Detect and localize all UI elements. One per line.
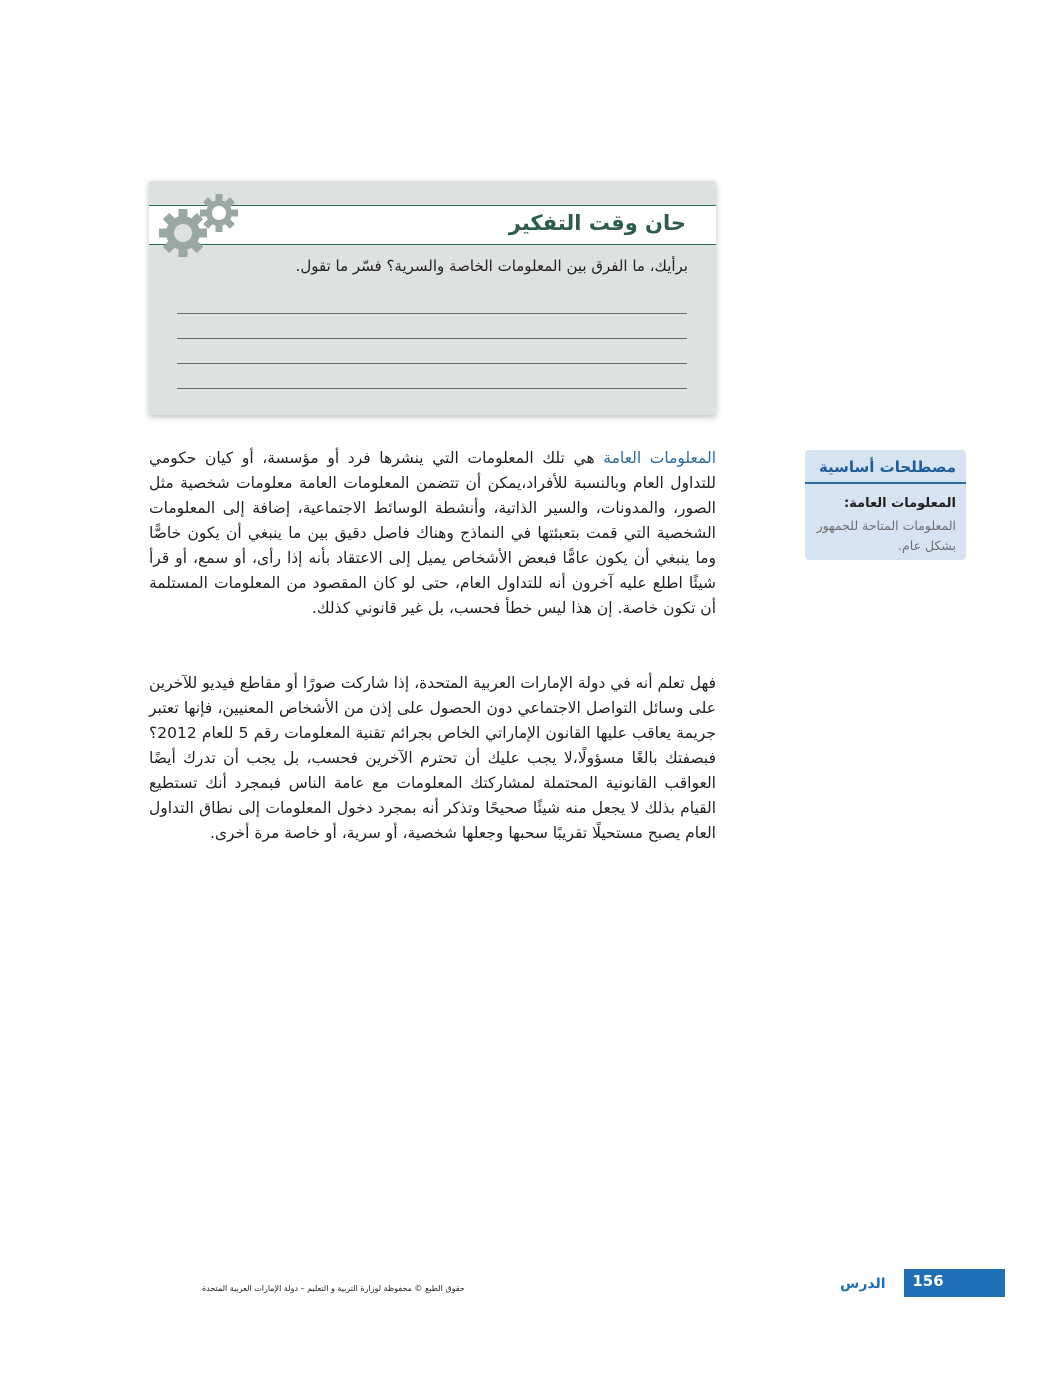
- paragraph-text: هي تلك المعلومات التي ينشرها فرد أو مؤسسة، أو كيان حكومي للتداول العام وبالنسبة للأفراد،يمكن أن تتضمن المعلومات العامة معلومات شخصية مثل الصور، والمدونات، والسير الذاتية، وأنشطة الوسائط الاجتماعية، إضافة إلى المعلومات الشخصية التي قمت بتعبئتها في النماذج وهناك فاصل دقيق بين ما ينبغي أن يكون خاصًّا وما ينبغي أن يكون عامًّا فبعض الأشخاص يميل إلى الاعتقاد بأنه إذا رأى، أو سمع، أو قرأ شيئًا اطلع عليه آخرون أنه للتداول العام، حتى لو كان المقصود من المعلومات المستلمة أن تكون خاصة. إن هذا ليس خطأ فحسب، بل غير قانوني كذلك.: [149, 449, 716, 617]
- key-terms-divider: [805, 482, 966, 484]
- thinking-time-title: حان وقت التفكير: [508, 211, 686, 235]
- paragraph-public-info: [149, 446, 716, 621]
- paragraph-uae-law: فهل تعلم أنه في دولة الإمارات العربية المتحدة، إذا شاركت صورًا أو مقاطع فيديو للآخرين على وسائل التواصل الاجتماعي دون الحصول على إذن من الأشخاص المعنيين، فإنها تعتبر جريمة يعاقب عليها القانون الإماراتي الخاص بجرائم تقنية المعلومات رقم 5 للعام 2012؟ فبصفتك بالغًا مسؤولًا،لا يجب عليك أن تحترم الآخرين فحسب، بل يجب أن تدرك أيضًا العواقب القانونية المحتملة لمشاركتك المعلومات مع عامة الناس فبمجرد أنك تستطيع القيام بذلك لا يجعل منه شيئًا صحيحًا وتذكر أنه بمجرد دخول المعلومات إلى نطاق التداول العام يصبح مستحيلًا تقريبًا سحبها وجعلها شخصية، أو سرية، أو خاصة مرة أخرى.: [149, 674, 716, 842]
- copyright-notice: حقوق الطبع © محفوظة لوزارة التربية و التعليم – دولة الإمارات العربية المتحدة: [202, 1284, 465, 1293]
- page-number: 156: [912, 1272, 944, 1290]
- answer-line: [177, 388, 687, 389]
- key-term: المعلومات العامة:: [843, 496, 956, 511]
- key-terms-sidebar: [805, 450, 966, 560]
- answer-line: [177, 338, 687, 339]
- key-term-definition: المعلومات المتاحة للجمهور بشكل عام.: [816, 518, 956, 553]
- key-terms-title: مصطلحات أساسية: [818, 458, 956, 476]
- lesson-label: الدرس: [840, 1276, 886, 1292]
- term-highlight: المعلومات العامة: [603, 449, 716, 467]
- page-number-badge: [904, 1269, 1005, 1297]
- answer-line: [177, 313, 687, 314]
- answer-line: [177, 363, 687, 364]
- thinking-time-box: [149, 181, 716, 415]
- gears-icon: [157, 189, 247, 269]
- thinking-question: برأيك، ما الفرق بين المعلومات الخاصة والسرية؟ فسّر ما تقول.: [295, 257, 688, 275]
